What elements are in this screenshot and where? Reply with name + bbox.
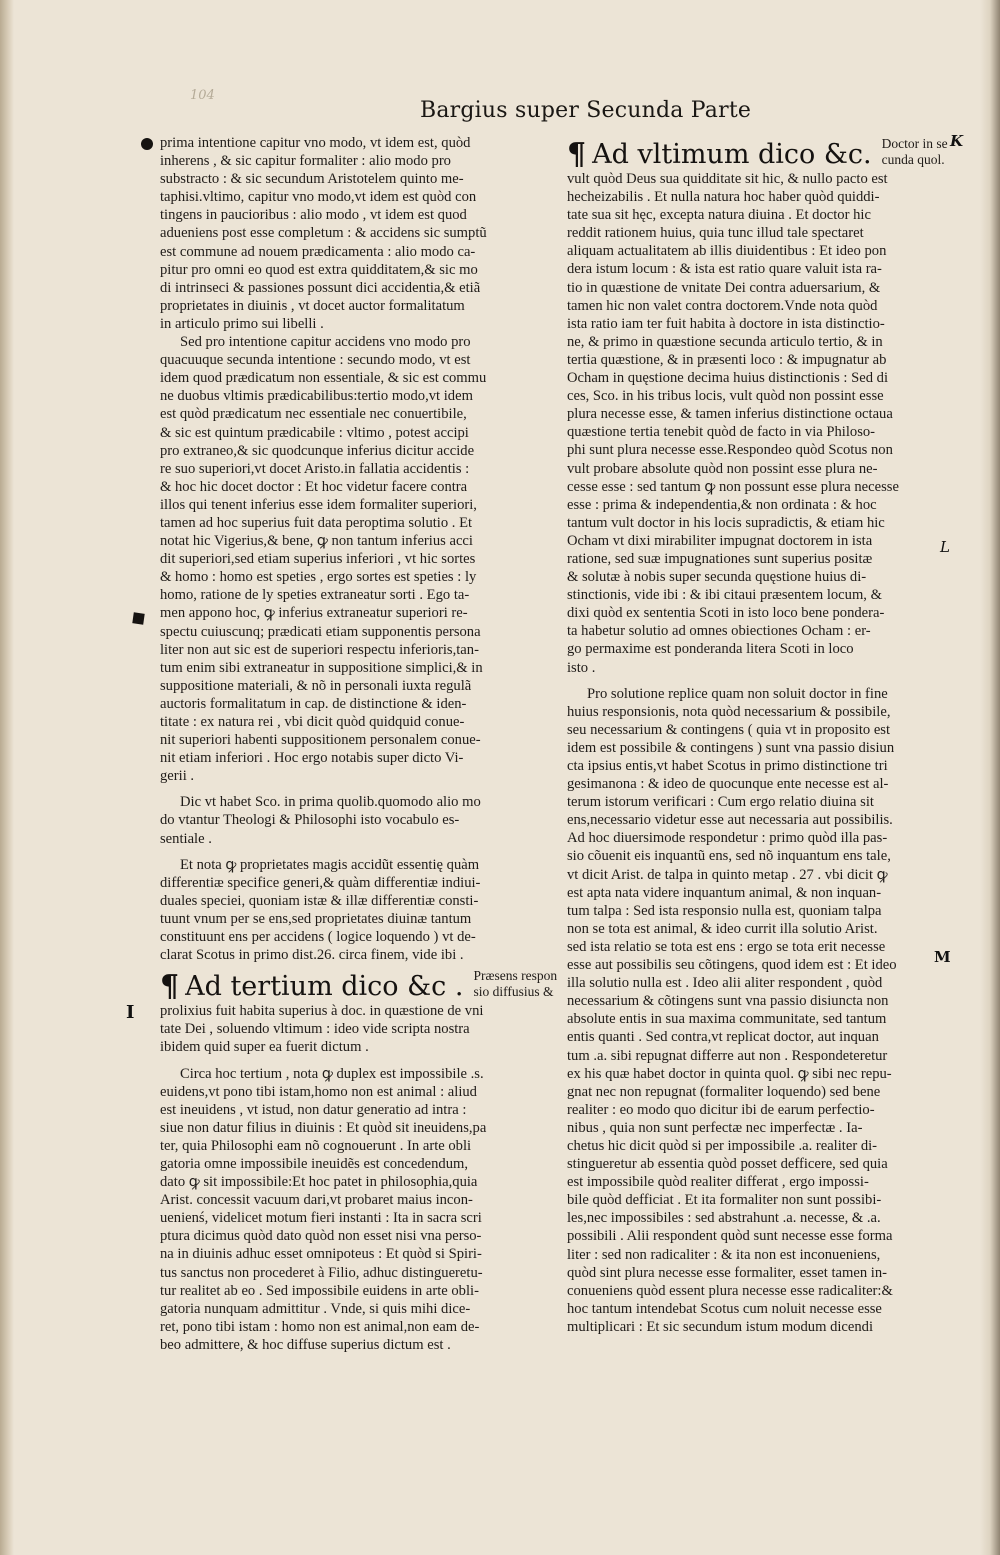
text-line: vult probare absolute quòd non possint esse plura ne-	[567, 460, 878, 477]
text-line: re suo superiori,vt docet Aristo.in fallatia accidentis :	[160, 460, 470, 477]
text-line: bile quòd defficiat . Et ita formaliter non sunt possibi-	[567, 1192, 882, 1209]
text-line: entis quanti . Sed contra,vt replicat doctor, aut inquan	[567, 1029, 879, 1046]
text-line: tio in quæstione de vnitate Dei contra aduersarium, &	[567, 279, 881, 296]
text-line: tum enim sibi extraneatur in suppositione simplici,& in	[160, 659, 483, 676]
text-line: tum talpa : Sed ista responsio nulla est, quoniam talpa	[567, 902, 882, 919]
left-paragraph-2	[160, 333, 535, 785]
text-line: & sic est quintum prædicabile : vltimo , potest accipi	[160, 424, 469, 441]
text-line: suppositione materiali, & nõ in personali iuxta regulã	[160, 677, 472, 694]
text-line: gatoria nunquam admittitur . Vnde, si quis mihi dice-	[160, 1300, 471, 1317]
text-line: dato ꝙ sit impossibile:Et hoc patet in philosophia,quia	[160, 1174, 478, 1191]
side-line: sio diffusius &	[473, 984, 554, 1000]
section-title: Ad vltimum dico &c.	[592, 139, 872, 170]
text-line: necessarium & cõtingens sunt vna passio disiuncta non	[567, 993, 889, 1010]
text-line: uenienś, videlicet motum fieri instanti : Ita in sacra scri	[160, 1210, 482, 1227]
text-line: tuunt vnum per se ens,sed proprietates diuinæ tantum	[160, 910, 472, 927]
text-line: pitur pro omni eo quod est extra quidditatem,& sic mo	[160, 261, 478, 278]
text-line: Dic vt habet Sco. in prima quolib.quomodo alio mo	[180, 794, 481, 811]
text-line: siue non datur filius in diuinis : Et quòd sit ineuidens,pa	[160, 1119, 487, 1136]
text-line: tum .a. sibi repugnat differre aut non . Respondeteretur	[567, 1047, 888, 1064]
text-line: quæstione tertia tenebit quòd de facto in via Philoso-	[567, 424, 876, 441]
text-line: Et nota ꝙ proprietates magis accidũt essentię quàm	[180, 856, 480, 873]
text-line: vt dicit Arist. de talpa in quinto metap . 27 . vbi dicit ꝙ	[567, 866, 888, 883]
text-line: tingens in paucioribus : alio modo , vt idem est quod	[160, 207, 467, 224]
text-line: differentiæ specifice generi,& quàm differentiæ indiui-	[160, 874, 481, 891]
text-line: clarat Scotus in primo dist.26. circa finem, vide ibi .	[160, 947, 464, 964]
left-column	[160, 134, 558, 1354]
text-line: & solutæ à nobis super secunda quęstione huius di-	[567, 569, 867, 586]
text-line: tamen hic non valet contra doctorem.Vnde nota quòd	[567, 297, 878, 314]
page-gutter	[0, 0, 14, 1555]
text-line: conueniens quòd essent plura necesse esse radicaliter:&	[567, 1282, 893, 1299]
left-paragraph-6	[160, 1065, 535, 1355]
text-line: dixi quòd ex sententia Scoti in isto loco bene pondera-	[567, 605, 885, 622]
text-line: terum istorum verificari : Cum ergo relatio diuina sit	[567, 794, 874, 811]
text-line: inherens , & sic capitur formaliter : alio modo pro	[160, 153, 451, 170]
section-heading-tertium	[160, 966, 558, 1005]
text-line: euidens,vt pono tibi istam,homo non est animal : aliud	[160, 1083, 477, 1100]
text-line: tertia quæstione, & in præsenti loco : & impugnatur ab	[567, 351, 887, 368]
right-column	[567, 134, 948, 1336]
text-line: ne duobus vltimis prædicabilibus:tertio modo,vt idem	[160, 388, 473, 405]
text-line: sed ista relatio se tota est ens : ergo se tota erit necesse	[567, 938, 886, 955]
right-paragraph-2	[567, 685, 939, 1336]
text-line: esse aut possibilis seu cõtingens, quod idem est : Et ideo	[567, 957, 897, 974]
text-line: Pro solutione replice quam non soluit doctor in fine	[587, 685, 888, 702]
text-line: absolute entis in sua maxima communitate, sed tantum	[567, 1011, 887, 1028]
text-line: nit etiam inferiori . Hoc ergo notabis super dicto Vi-	[160, 750, 464, 767]
text-line: men appono hoc, ꝙ inferius extraneatur superiori re-	[160, 605, 468, 622]
text-line: ta habetur solutio ad omnes obiectiones Ocham : er-	[567, 623, 871, 640]
text-line: sio cõuenit eis inquantũ ens, sed nõ inquantum ens tale,	[567, 848, 891, 865]
text-line: taphisi.vltimo, capitur vno modo,vt idem est quòd con	[160, 189, 477, 206]
text-line: liter : sed non radicaliter : & ita non est inconueniens,	[567, 1246, 881, 1263]
text-line: do vtantur Theologi & Philosophi isto vocabulo es-	[160, 812, 460, 829]
text-line: tur realitet ab eo . Sed impossibile euidens in arte obli-	[160, 1282, 479, 1299]
text-line: est apta nata videre inquantum animal, & non inquan-	[567, 884, 882, 901]
text-line: reddit rationem huius, quia tunc illud tale spectaret	[567, 225, 864, 242]
right-paragraph-1	[567, 170, 939, 677]
text-line: auctoris formalitatum in cap. de distinctione & iden-	[160, 695, 467, 712]
text-line: stingueretur ab essentia quòd posset defficere, sed quia	[567, 1156, 888, 1173]
text-line: plura necesse esse, & tamen inferius distinctione octaua	[567, 406, 893, 423]
text-line: beo admittere, & hoc diffuse superius dictum est .	[160, 1336, 451, 1353]
text-line: tate Dei , soluendo vltimum : ideo vide scripta nostra	[160, 1021, 470, 1038]
text-line: notat hic Vigerius,& bene, ꝙ non tantum inferius acci	[160, 533, 473, 550]
left-paragraph-5	[160, 1002, 535, 1056]
text-line: proprietates in diuinis , vt docet auctor formalitatum	[160, 297, 465, 314]
text-line: idem est possibile & contingens ) sunt vna passio disiun	[567, 739, 895, 756]
text-line: adueniens post esse completum : & accidens sic sumptũ	[160, 225, 487, 242]
text-line: prima intentione capitur vno modo, vt idem est, quòd	[160, 135, 471, 151]
text-line: phi sunt plura necesse esse.Respondeo quòd Scotus non	[567, 442, 893, 459]
text-line: na in diuinis adhuc esset omnipoteus : Et quòd si Spiri-	[160, 1246, 482, 1263]
side-line: Doctor in se	[881, 136, 948, 151]
text-line: huius responsionis, nota quòd necessarium & possibile,	[567, 703, 891, 720]
left-paragraph-3	[160, 793, 535, 847]
text-line: illa solutio nulla est . Ideo alii aliter respondent , quòd	[567, 975, 883, 992]
pilcrow-icon: ¶	[160, 969, 180, 1005]
text-line: isto .	[567, 659, 596, 676]
text-line: realiter : eo modo quo dicitur ibi de earum perfectio-	[567, 1101, 875, 1118]
text-line: ne, & primo in quæstione secunda articulo tertio, & in	[567, 333, 883, 350]
text-line: & hoc hic docet doctor : Et hoc videtur facere contra	[160, 478, 468, 495]
text-line: gatoria omne impossibile ineuidẽs est concedendum,	[160, 1155, 469, 1172]
text-line: ex his quæ habet doctor in quinta quol. ꝙ sibi nec repu-	[567, 1065, 892, 1082]
margin-mark-k: K	[950, 132, 964, 150]
text-line: non se tota est animal, & ideo currit illa solutio Arist.	[567, 920, 878, 937]
text-line: aliquam actualitatem ab illis diuidentibus : Et ideo pon	[567, 243, 887, 260]
margin-mark-m: M	[934, 948, 951, 966]
text-line: gnat nec non repugnat (formaliter loquendo) sed bene	[567, 1083, 881, 1100]
text-line: seu necessarium & contingens ( quia vt in proposito est	[567, 721, 891, 738]
text-line: Ad hoc diuersimode respondetur : primo quòd illa pas-	[567, 830, 888, 847]
text-line: Sed pro intentione capitur accidens vno modo pro	[180, 334, 471, 351]
text-line: prolixius fuit habita superius à doc. in quæstione de vni	[160, 1003, 484, 1020]
side-line: cunda quol.	[881, 152, 945, 167]
text-line: possibili . Alii respondent quòd sunt necesse esse forma	[567, 1228, 893, 1245]
text-line: quòd sint plura necesse esse formaliter, esset tamen in-	[567, 1264, 887, 1281]
text-line: dera istum locum : & ista est ratio quare valuit ista ra-	[567, 261, 882, 278]
text-line: titate : ex natura rei , vbi dicit quòd quidquid conue-	[160, 714, 465, 730]
text-line: ptura dicimus quòd dato quòd non esset nisi vna perso-	[160, 1228, 482, 1245]
text-line: illos qui tenent inferius esse idem formaliter superiori,	[160, 496, 477, 513]
text-line: hoc tantum intendebat Scotus cum noluit necesse esse	[567, 1300, 882, 1317]
text-line: cta ipsius entis,vt habet Scotus in primo distinctione tri	[567, 758, 888, 774]
text-line: ibidem quid super ea fuerit dictum .	[160, 1039, 369, 1056]
text-line: go permaxime est ponderanda litera Scoti in loco	[567, 641, 854, 658]
section-side-text	[882, 136, 948, 168]
text-line: Circa hoc tertium , nota ꝙ duplex est impossibile .s.	[180, 1065, 484, 1082]
section-title: Ad tertium dico &c .	[185, 971, 464, 1003]
text-line: homo, ratione de ly speties extraneatur sorti . Ego ta-	[160, 587, 470, 604]
text-line: in articulo primo sui libelli .	[160, 315, 324, 332]
text-line: quacuuque secunda intentione : secundo modo, vt est	[160, 352, 471, 369]
text-line: est commune ad nouem prædicamenta : alio modo ca-	[160, 243, 476, 260]
text-line: constituunt ens per accidens ( logice loquendo ) vt de-	[160, 929, 476, 946]
text-line: liter non aut sic est de superiori respectu inferioris,tan-	[160, 641, 479, 658]
text-line: tamen ad hoc superius fuit data peroptima solutio . Et	[160, 514, 473, 531]
text-line: est impossibile quòd realiter differat , ergo impossi-	[567, 1174, 869, 1191]
text-line: gesimanona : & ideo de quocunque ente necesse est al-	[567, 776, 889, 793]
text-line: multiplicari : Et sic secundum istum modum dicendi	[567, 1318, 874, 1335]
running-title: Bargius super Secunda Parte	[420, 98, 752, 123]
text-line: ista ratio iam ter fuit habita à doctore in ista distinctio-	[567, 315, 885, 332]
text-line: ens,necessario videtur esse aut necessaria aut possibilis.	[567, 812, 893, 829]
text-line: tus sanctus non procederet à Filio, adhuc distingueretu-	[160, 1264, 483, 1281]
text-line: idem quod prædicatum non essentiale, & sic est commu	[160, 370, 487, 387]
margin-mark-left: I	[126, 1002, 135, 1023]
text-line: spectu cuiuscunq; prædicati etiam supponentis persona	[160, 623, 481, 640]
margin-square-icon	[132, 612, 144, 624]
text-line: ret, pono tibi istam : homo non est animal,non eam de-	[160, 1318, 480, 1335]
text-line: Ocham vt dixi mirabiliter impugnat doctorem in ista	[567, 532, 873, 549]
margin-mark-l: L	[940, 538, 950, 556]
text-line: vult quòd Deus sua quidditate sit hic, & nullo pacto est	[567, 171, 888, 187]
left-paragraph-4	[160, 856, 535, 965]
text-line: duales speciei, quoniam istæ & illæ differentiæ consti-	[160, 892, 479, 909]
text-line: stinctionis, vide ibi : & ibi citaui præsentem locum, &	[567, 587, 882, 604]
text-line: cesse esse : sed tantum ꝙ non possunt esse plura necesse	[567, 478, 899, 495]
text-line: di intrinseci & passiones possunt dici accidentia,& etiã	[160, 279, 481, 296]
text-line: Ocham in quęstione decima huius distinctionis : Sed di	[567, 370, 889, 387]
text-line: tantum vult doctor in his locis supradictis, & etiam hic	[567, 514, 885, 531]
text-line: Arist. concessit vacuum dari,vt probaret maius incon-	[160, 1192, 473, 1209]
text-line: substracto : & sic secundum Aristotelem quinto me-	[160, 171, 464, 188]
left-paragraph-1	[160, 134, 535, 333]
text-line: chetus hic dicit quòd si per impossibile .a. realiter di-	[567, 1137, 878, 1154]
text-line: gerii .	[160, 768, 195, 785]
text-line: sentiale .	[160, 830, 212, 847]
text-line: nibus , quia non sunt perfectæ nec imperfectæ . Ia-	[567, 1119, 863, 1136]
text-line: est ineuidens , vt istud, non datur generatio ad intra :	[160, 1101, 467, 1118]
text-line: tate sua sit hęc, excepta natura diuina . Et doctor hic	[567, 207, 871, 224]
pilcrow-icon: ¶	[567, 137, 587, 172]
text-line: est quòd prædicatum nec essentiale nec conuertibile,	[160, 406, 467, 423]
text-line: ratione, sed suæ impugnationes sunt superius positæ	[567, 550, 873, 567]
section-heading-vltimum	[567, 134, 948, 172]
text-line: hecheizabilis . Et nulla natura hoc haber quòd quiddi-	[567, 189, 880, 206]
text-line: ter, quia Philosophi eam nõ cognouerunt . In arte obli	[160, 1137, 472, 1154]
text-line: dit superiori,sed etiam superius inferiori , vt hic sortes	[160, 551, 476, 568]
text-line: & homo : homo est speties , ergo sortes est speties : ly	[160, 569, 477, 586]
margin-bullet-icon	[141, 138, 153, 150]
text-line: les,nec impossibiles : sed abstrahunt .a. necesse, & .a.	[567, 1210, 881, 1227]
text-line: ces, Sco. in his tribus locis, vult quòd non possint esse	[567, 388, 884, 405]
page-edge	[980, 0, 1000, 1555]
section-side-text	[473, 968, 557, 1000]
side-line: Præsens respon	[473, 968, 558, 984]
text-line: pro extraneo,& sic quodcunque inferius dicitur accide	[160, 442, 475, 459]
text-line: esse : prima & independentia,& non ordinata : & hoc	[567, 496, 877, 513]
folio-number: 104	[190, 88, 215, 103]
text-line: nit superiori habenti suppositionem personalem conue-	[160, 732, 481, 749]
